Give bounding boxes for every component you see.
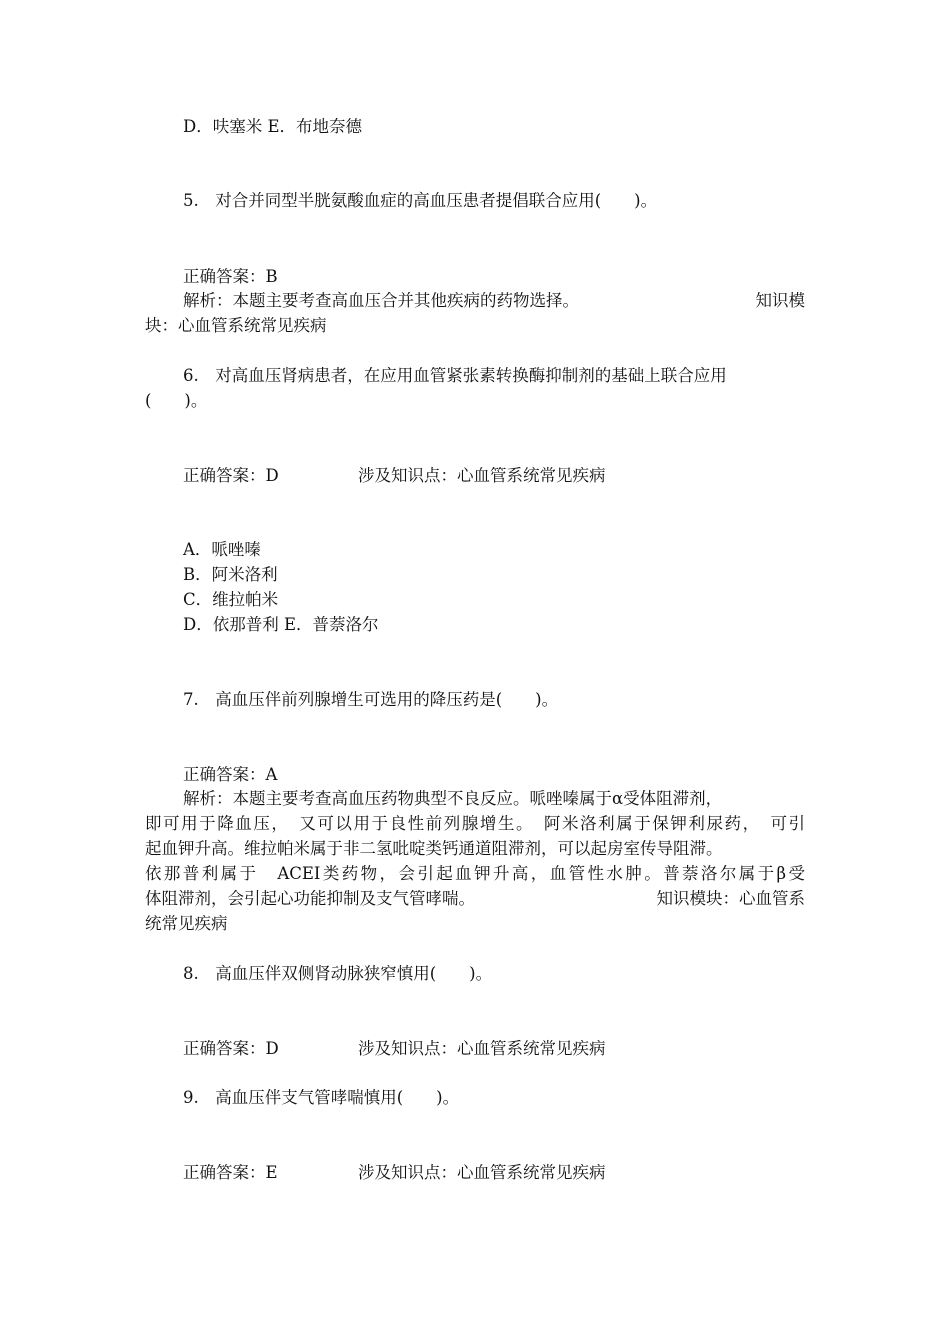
q7-analysis-line-5 <box>145 886 805 911</box>
q6-option-de: D．依那普利 E．普萘洛尔 <box>183 615 379 634</box>
q9-question: 9. 高血压伴支气管哮喘慎用( )。 <box>183 1088 460 1107</box>
q6-option-a: A．哌唑嗪 <box>183 540 261 559</box>
q7-analysis-module: 知识模块：心血管系 <box>656 889 805 908</box>
q6-option-b: B．阿米洛利 <box>183 565 278 584</box>
q5-question: 5. 对合并同型半胱氨酸血症的高血压患者提倡联合应用( )。 <box>183 191 658 210</box>
q5-analysis-line-2: 块：心血管系统常见疾病 <box>145 316 327 335</box>
q6-knowledge: 涉及知识点：心血管系统常见疾病 <box>358 466 606 485</box>
q8-answer: 正确答案：D <box>183 1039 279 1058</box>
q5-analysis-line-1 <box>183 288 805 313</box>
q9-knowledge: 涉及知识点：心血管系统常见疾病 <box>358 1163 606 1182</box>
q9-answer: 正确答案：E <box>183 1163 278 1182</box>
q5-analysis-text: 解析：本题主要考查高血压合并其他疾病的药物选择。 <box>183 291 579 310</box>
q6-option-c: C．维拉帕米 <box>183 590 279 609</box>
q4-option-de: D．呋塞米 E．布地奈德 <box>183 117 363 136</box>
q7-analysis-line-3: 起血钾升高。维拉帕米属于非二氢吡啶类钙通道阻滞剂，可以起房室传导阻滞。 <box>145 839 723 858</box>
q7-answer: 正确答案：A <box>183 765 278 784</box>
q7-analysis-line-2: 即可用于降血压， 又可以用于良性前列腺增生。 阿米洛利属于保钾利尿药， 可引 <box>145 814 805 833</box>
q8-knowledge: 涉及知识点：心血管系统常见疾病 <box>358 1039 606 1058</box>
q7-analysis-text: 体阻滞剂，会引起心功能抑制及支气管哮喘。 <box>145 889 475 908</box>
q7-question: 7. 高血压伴前列腺增生可选用的降压药是( )。 <box>183 690 559 709</box>
q5-analysis-module: 知识模 <box>755 291 805 310</box>
q5-answer: 正确答案：B <box>183 267 278 286</box>
q7-analysis-line-1: 解析：本题主要考查高血压药物典型不良反应。哌唑嗪属于α受体阻滞剂， <box>183 789 723 808</box>
q6-question-line-2: ( )。 <box>145 391 208 410</box>
q7-analysis-line-4: 依那普利属于 ACEI类药物，会引起血钾升高，血管性水肿。普萘洛尔属于β受 <box>145 864 805 883</box>
q6-answer: 正确答案：D <box>183 466 279 485</box>
q6-question-line-1: 6. 对高血压肾病患者，在应用血管紧张素转换酶抑制剂的基础上联合应用 <box>183 366 727 385</box>
q7-analysis-line-6: 统常见疾病 <box>145 914 228 933</box>
q8-question: 8. 高血压伴双侧肾动脉狭窄慎用( )。 <box>183 964 493 983</box>
